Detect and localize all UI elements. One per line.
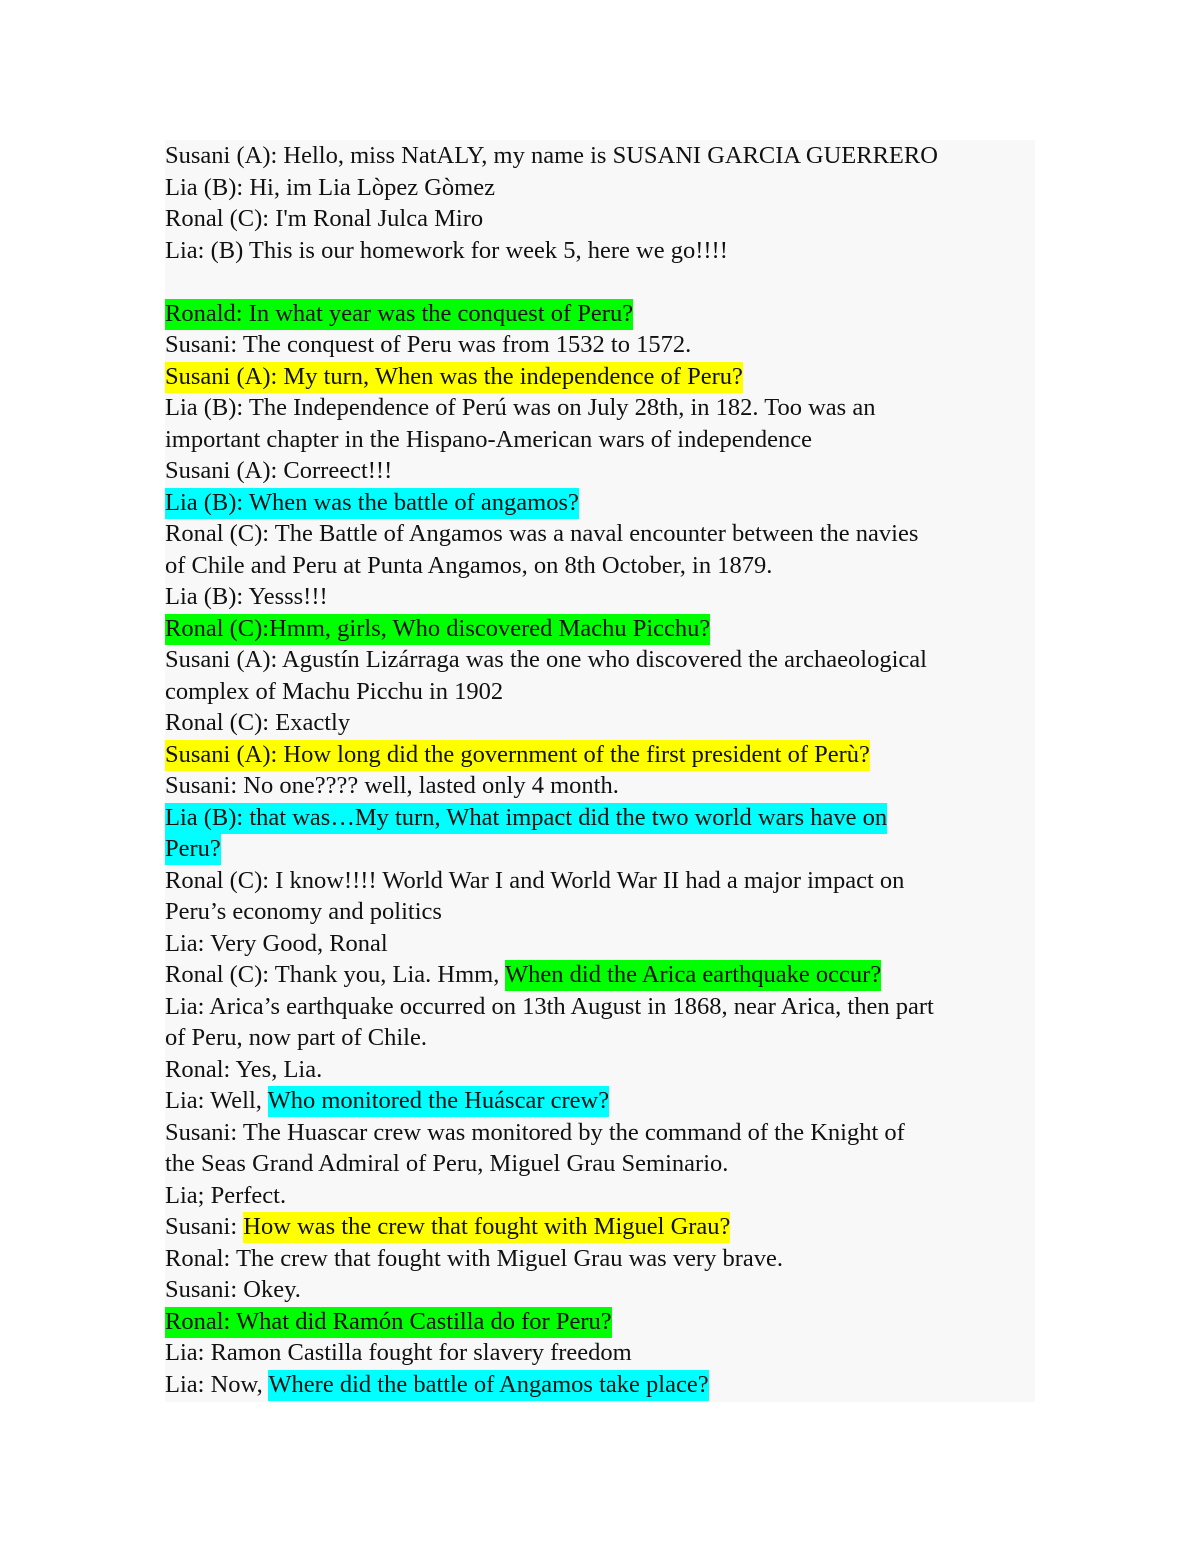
dialogue-text: Susani: xyxy=(165,1213,244,1240)
dialogue-line xyxy=(165,1306,1035,1338)
dialogue-line xyxy=(165,518,1035,550)
highlighted-question: Susani (A): My turn, When was the independence of Peru? xyxy=(165,362,743,393)
dialogue-text: Lia (B): Yesss!!! xyxy=(165,583,328,610)
highlighted-question: Ronal (C):Hmm, girls, Who discovered Machu Picchu? xyxy=(165,614,710,645)
dialogue-text: Ronal (C): I know!!!! World War I and World War II had a major impact on xyxy=(165,866,905,894)
dialogue-text: Ronal: Yes, Lia. xyxy=(165,1055,323,1083)
dialogue-line xyxy=(165,140,1035,172)
dialogue-text: Lia: Ramon Castilla fought for slavery freedom xyxy=(165,1339,632,1366)
highlighted-question: Susani (A): How long did the government of the first president of Perù? xyxy=(165,740,870,771)
dialogue-line xyxy=(165,928,1035,960)
dialogue-line xyxy=(165,739,1035,771)
dialogue-line xyxy=(165,1243,1035,1275)
dialogue-line xyxy=(165,1337,1035,1369)
dialogue-text: important chapter in the Hispano-American wars of independence xyxy=(165,425,812,453)
dialogue-line xyxy=(165,487,1035,519)
dialogue-line xyxy=(165,1054,1035,1086)
dialogue-line xyxy=(165,896,1035,928)
dialogue-text: Susani: The conquest of Peru was from 1532 to 1572. xyxy=(165,331,692,358)
dialogue-line xyxy=(165,424,1035,456)
dialogue-line xyxy=(165,991,1035,1023)
dialogue-text: Ronal (C): I'm Ronal Julca Miro xyxy=(165,205,484,232)
dialogue-text: Susani: The Huascar crew was monitored by the command of the Knight of xyxy=(165,1118,905,1146)
dialogue-line xyxy=(165,865,1035,897)
highlighted-question: Ronal: What did Ramón Castilla do for Peru? xyxy=(165,1307,612,1338)
highlighted-question: Lia (B): that was…My turn, What impact did the two world wars have on xyxy=(165,803,887,834)
dialogue-line xyxy=(165,644,1035,676)
dialogue-line xyxy=(165,707,1035,739)
blank-line xyxy=(165,266,1035,298)
dialogue-text: Susani (A): Correect!!! xyxy=(165,457,393,484)
highlighted-question: Who monitored the Huáscar crew? xyxy=(268,1086,610,1117)
dialogue-line xyxy=(165,298,1035,330)
highlighted-question: Lia (B): When was the battle of angamos? xyxy=(165,488,579,519)
dialogue-text: Ronal (C): Thank you, Lia. Hmm, xyxy=(165,961,506,988)
highlighted-question: When did the Arica earthquake occur? xyxy=(505,960,881,991)
dialogue-line xyxy=(165,172,1035,204)
dialogue-line xyxy=(165,1211,1035,1243)
highlighted-question: Where did the battle of Angamos take place? xyxy=(268,1370,708,1401)
dialogue-text: Susani: No one???? well, lasted only 4 month. xyxy=(165,772,619,799)
dialogue-line xyxy=(165,613,1035,645)
dialogue-text: Ronal: The crew that fought with Miguel Grau was very brave. xyxy=(165,1244,784,1272)
dialogue-text: Susani (A): Agustín Lizárraga was the one who discovered the archaeological xyxy=(165,646,927,673)
dialogue-text: Peru’s economy and politics xyxy=(165,898,442,925)
dialogue-line xyxy=(165,1148,1035,1180)
dialogue-line xyxy=(165,455,1035,487)
dialogue-text-block xyxy=(165,140,1035,1402)
dialogue-line xyxy=(165,1369,1035,1401)
dialogue-line xyxy=(165,1180,1035,1212)
dialogue-text: complex of Machu Picchu in 1902 xyxy=(165,677,504,705)
dialogue-line xyxy=(165,235,1035,267)
dialogue-line xyxy=(165,1274,1035,1306)
dialogue-text: the Seas Grand Admiral of Peru, Miguel Grau Seminario. xyxy=(165,1150,729,1177)
dialogue-line xyxy=(165,1117,1035,1149)
dialogue-text: Susani (A): Hello, miss NatALY, my name is SUSANI GARCIA GUERRERO xyxy=(165,142,938,169)
dialogue-line xyxy=(165,329,1035,361)
dialogue-line xyxy=(165,1022,1035,1054)
dialogue-line xyxy=(165,676,1035,708)
dialogue-text: Lia: Well, xyxy=(165,1087,268,1114)
dialogue-line xyxy=(165,581,1035,613)
dialogue-line xyxy=(165,959,1035,991)
dialogue-text: Ronal (C): Exactly xyxy=(165,709,351,736)
dialogue-text: Lia (B): Hi, im Lia Lòpez Gòmez xyxy=(165,173,495,201)
dialogue-text: Lia: (B) This is our homework for week 5, here we go!!!! xyxy=(165,236,728,264)
dialogue-line xyxy=(165,770,1035,802)
dialogue-line xyxy=(165,802,1035,834)
dialogue-line xyxy=(165,1085,1035,1117)
highlighted-question: Peru? xyxy=(165,834,221,865)
dialogue-text: Lia: Very Good, Ronal xyxy=(165,929,388,957)
dialogue-text: Lia; Perfect. xyxy=(165,1181,287,1209)
dialogue-text: of Chile and Peru at Punta Angamos, on 8th October, in 1879. xyxy=(165,551,773,579)
highlighted-question: How was the crew that fought with Miguel Grau? xyxy=(243,1212,730,1243)
dialogue-line xyxy=(165,833,1035,865)
dialogue-text: Susani: Okey. xyxy=(165,1276,301,1303)
dialogue-line xyxy=(165,392,1035,424)
highlighted-question: Ronald: In what year was the conquest of Peru? xyxy=(165,299,633,330)
dialogue-line xyxy=(165,203,1035,235)
dialogue-text: Lia: Arica’s earthquake occurred on 13th August in 1868, near Arica, then part xyxy=(165,992,934,1020)
dialogue-text: Ronal (C): The Battle of Angamos was a naval encounter between the navies xyxy=(165,520,919,547)
dialogue-text: Lia: Now, xyxy=(165,1370,269,1398)
dialogue-text: Lia (B): The Independence of Perú was on July 28th, in 182. Too was an xyxy=(165,394,876,421)
dialogue-line xyxy=(165,361,1035,393)
dialogue-line xyxy=(165,550,1035,582)
dialogue-text: of Peru, now part of Chile. xyxy=(165,1024,427,1051)
